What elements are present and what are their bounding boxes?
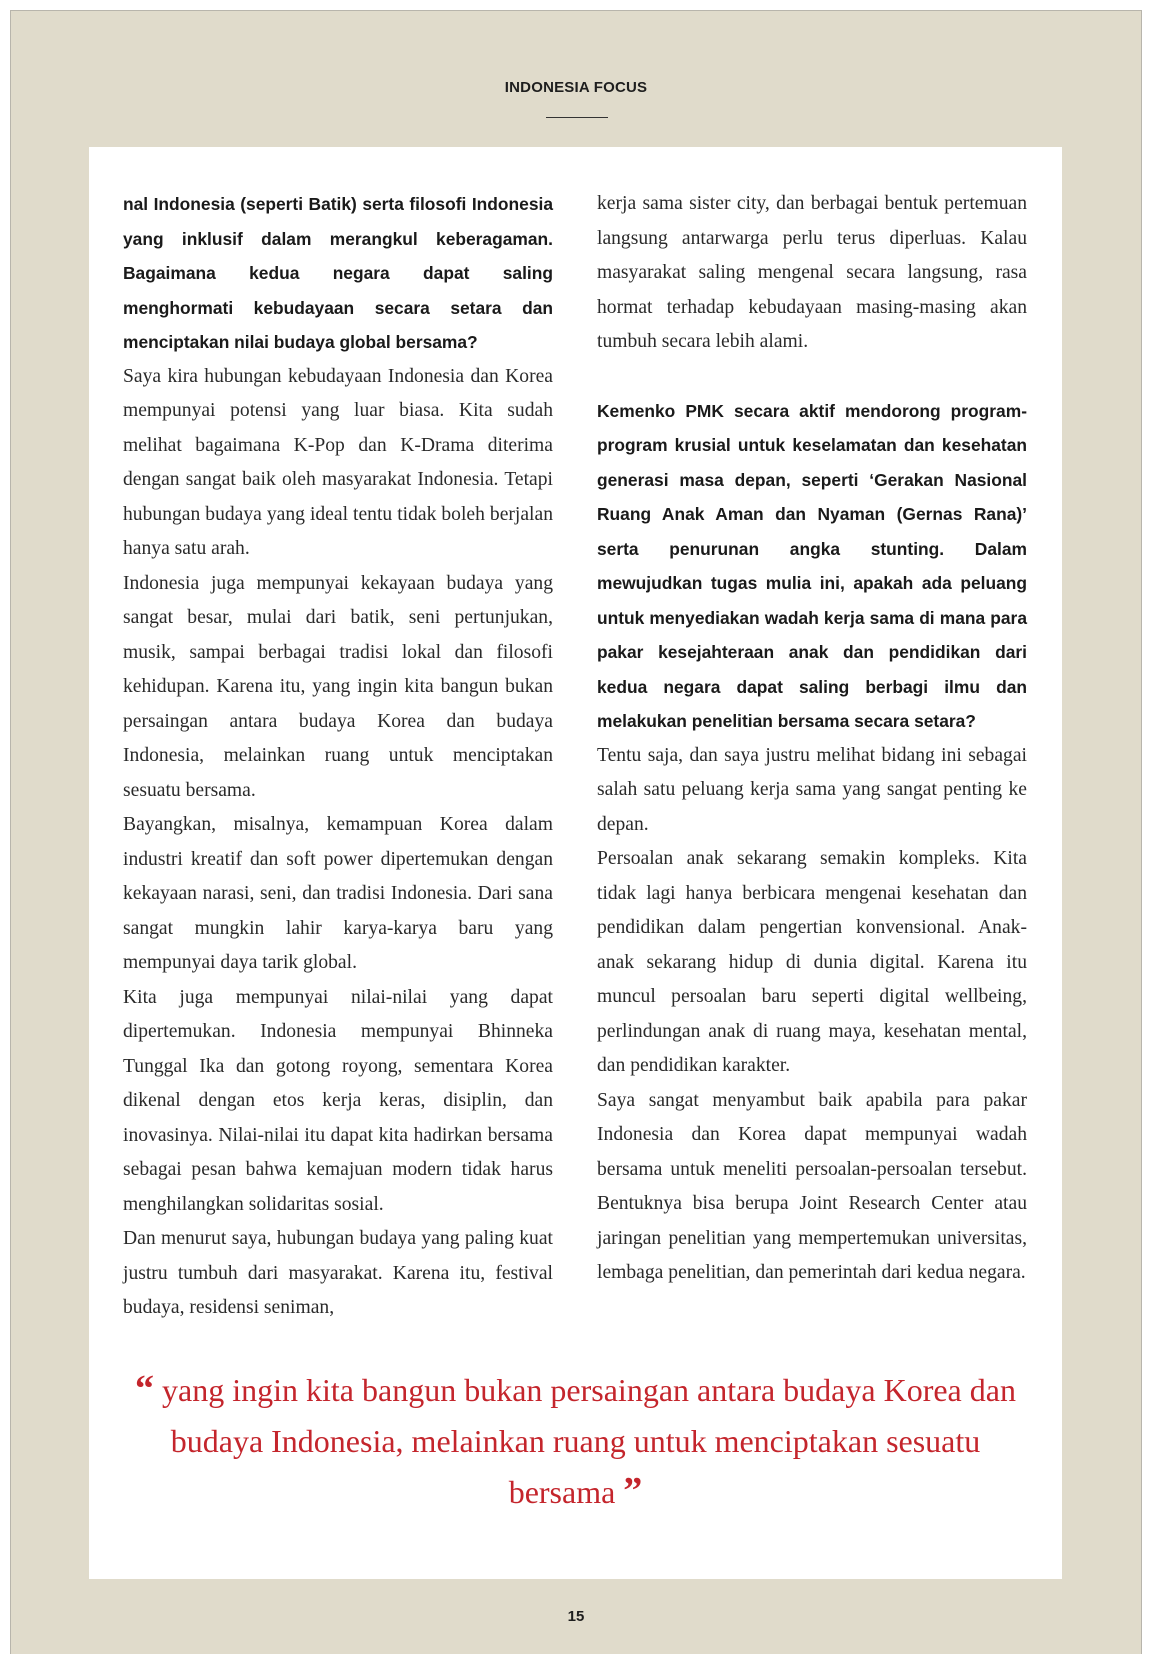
column-right (597, 187, 1027, 1291)
interview-question: nal Indonesia (seperti Batik) serta filosofi Indonesia yang inklusif dalam merangkul keberagaman. Bagaimana kedua negara dapat saling menghormati kebudayaan secara setara dan menciptakan nilai budaya global bersama? (123, 194, 553, 352)
answer-paragraph: Dan menurut saya, hubungan budaya yang paling kuat justru tumbuh dari masyarakat. Karena itu, festival budaya, residensi seniman, (123, 1228, 553, 1318)
answer-paragraph: Saya sangat menyambut baik apabila para pakar Indonesia dan Korea dapat mempunyai wadah bersama untuk meneliti persoalan-persoalan tersebut. Bentuknya bisa berupa Joint Research Center atau jaringan penelitian yang mempertemukan universitas, lembaga penelitian, dan pemerintah dari kedua negara. (597, 1089, 1027, 1283)
answer-paragraph: Kita juga mempunyai nilai-nilai yang dapat dipertemukan. Indonesia mempunyai Bhinneka Tunggal Ika dan gotong royong, sementara Korea dikenal dengan etos kerja keras, disiplin, dan inovasinya. Nilai-nilai itu dapat kita hadirkan bersama sebagai pesan bahwa kemajuan modern tidak harus menghilangkan solidaritas sosial. (123, 986, 553, 1215)
section-divider (546, 117, 608, 118)
section-label: INDONESIA FOCUS (504, 79, 648, 96)
answer-paragraph: Bayangkan, misalnya, kemampuan Korea dalam industri kreatif dan soft power dipertemukan dengan kekayaan narasi, seni, dan tradisi Indonesia. Dari sana sangat mungkin lahir karya-karya baru yang mempunyai daya tarik global. (123, 814, 553, 973)
answer-paragraph: Indonesia juga mempunyai kekayaan budaya yang sangat besar, mulai dari batik, seni pertunjukan, musik, sampai berbagai tradisi lokal dan filosofi kehidupan. Karena itu, yang ingin kita bangun bukan persaingan antara budaya Korea dan budaya Indonesia, melainkan ruang untuk menciptakan sesuatu bersama. (123, 572, 553, 801)
page-number: 15 (567, 1608, 585, 1625)
answer-paragraph: Tentu saja, dan saya justru melihat bidang ini sebagai salah satu peluang kerja sama yang sangat penting ke depan. (597, 744, 1027, 835)
close-quote-mark: ” (623, 1470, 643, 1512)
interview-question: Kemenko PMK secara aktif mendorong program-program krusial untuk keselamatan dan kesehatan generasi masa depan, seperti ‘Gerakan Nasional Ruang Anak Aman dan Nyaman (Gernas Rana)’ serta penurunan angka stunting. Dalam mewujudkan tugas mulia ini, apakah ada peluang untuk menyediakan wadah kerja sama di mana para pakar kesejahteraan anak dan pendidikan dari kedua negara dapat saling berbagi ilmu dan melakukan penelitian bersama secara setara? (597, 400, 1027, 731)
answer-paragraph: Saya kira hubungan kebudayaan Indonesia dan Korea mempunyai potensi yang luar biasa. Kita sudah melihat bagaimana K-Pop dan K-Drama diterima dengan sangat baik oleh masyarakat Indonesia. Tetapi hubungan budaya yang ideal tentu tidak boleh berjalan hanya satu arah. (123, 365, 553, 559)
paragraph-spacer (597, 360, 1027, 394)
pull-quote-text: yang ingin kita bangun bukan persaingan antara budaya Korea dan budaya Indonesia, melainkan ruang untuk menciptakan sesuatu bersama (162, 1372, 1016, 1510)
page (10, 10, 1142, 1654)
article-content (89, 147, 1062, 1579)
column-left (123, 187, 553, 1326)
pull-quote (129, 1365, 1022, 1518)
open-quote-mark: “ (135, 1368, 155, 1410)
answer-paragraph: Persoalan anak sekarang semakin kompleks. Kita tidak lagi hanya berbicara mengenai kesehatan dan pendidikan dalam pengertian konvensional. Anak-anak sekarang hidup di dunia digital. Karena itu muncul persoalan baru seperti digital wellbeing, perlindungan anak di ruang maya, kesehatan mental, dan pendidikan karakter. (597, 848, 1027, 1076)
answer-paragraph-continued: kerja sama sister city, dan berbagai bentuk pertemuan langsung antarwarga perlu terus diperluas. Kalau masyarakat saling mengenal secara langsung, rasa hormat terhadap kebudayaan masing-masing akan tumbuh secara lebih alami. (597, 193, 1027, 352)
